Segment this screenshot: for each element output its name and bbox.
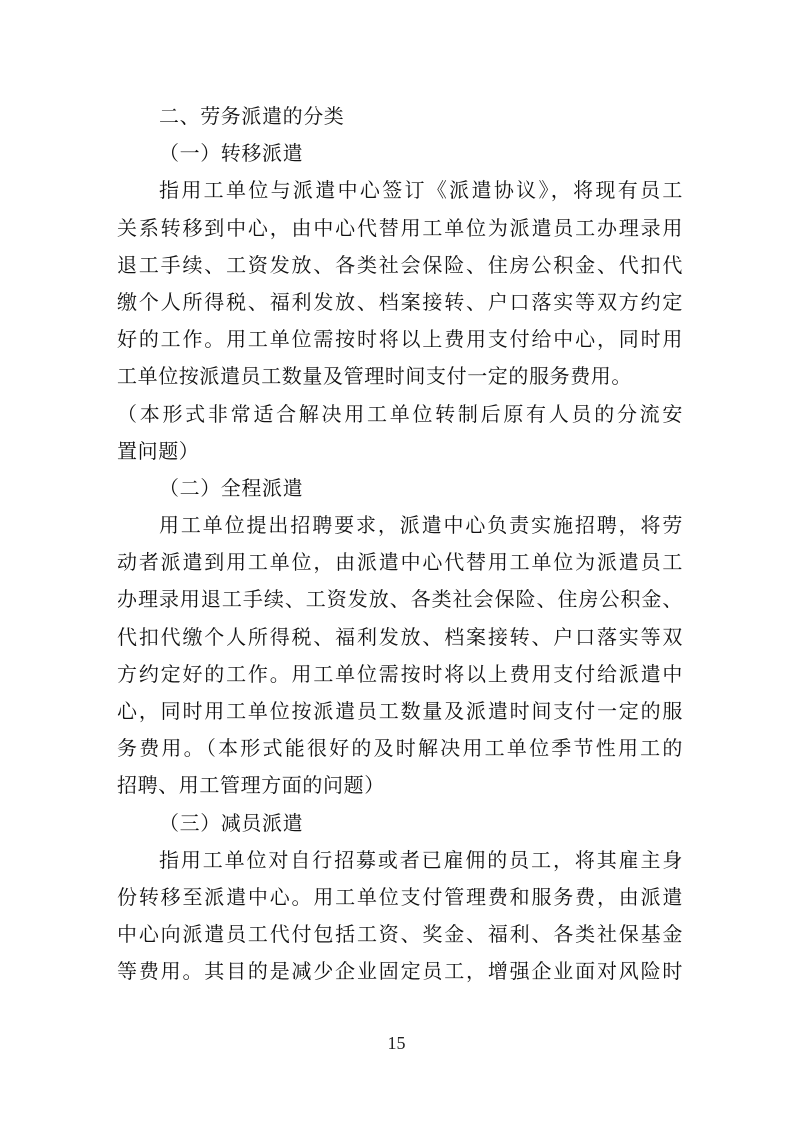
paragraph-line: 招聘、用工管理方面的问题） (117, 773, 385, 798)
paragraph-line: 工单位按派遣员工数量及管理时间支付一定的服务费用。 (117, 364, 632, 389)
paragraph-line: 心，同时用工单位按派遣员工数量及派遣时间支付一定的服 (117, 699, 683, 723)
paragraph-line: 方约定好的工作。用工单位需按时将以上费用支付给派遣中 (117, 661, 683, 686)
paragraph-transfer-dispatch (117, 172, 683, 470)
paragraph-line: 指用工单位与派遣中心签订《派遣协议》，将现有员工 (159, 178, 683, 203)
paragraph-line: 指用工单位对自行招募或者已雇佣的员工，将其雇主身 (159, 847, 683, 872)
paragraph-line: 份转移至派遣中心。用工单位支付管理费和服务费，由派遣 (117, 884, 683, 909)
paragraph-line: 置问题） (117, 438, 200, 463)
subsection-heading-transfer: （一）转移派遣 (159, 141, 304, 166)
paragraph-line: 动者派遣到用工单位，由派遣中心代替用工单位为派遣员工 (117, 550, 683, 575)
paragraph-line: 缴个人所得税、福利发放、档案接转、户口落实等双方约定 (117, 289, 683, 314)
document-body (117, 98, 683, 991)
paragraph-line: 关系转移到中心，由中心代替用工单位为派遣员工办理录用 (117, 215, 683, 240)
paragraph-line: 代扣代缴个人所得税、福利发放、档案接转、户口落实等双 (117, 624, 683, 649)
paragraph-full-process-dispatch (117, 507, 683, 805)
subsection-heading-reduction: （三）减员派遣 (159, 810, 304, 835)
paragraph-line: 等费用。其目的是减少企业固定员工，增强企业面对风险时 (117, 959, 683, 984)
paragraph-line: 务费用。（本形式能很好的及时解决用工单位季节性用工的 (117, 736, 683, 761)
paragraph-line: 好的工作。用工单位需按时将以上费用支付给中心，同时用 (117, 327, 683, 352)
paragraph-line: （本形式非常适合解决用工单位转制后原有人员的分流安 (117, 401, 683, 426)
page-number: 15 (387, 1033, 406, 1053)
paragraph-reduction-dispatch (117, 842, 683, 991)
paragraph-line: 办理录用退工手续、工资发放、各类社会保险、住房公积金、 (117, 587, 683, 612)
paragraph-line: 中心向派遣员工代付包括工资、奖金、福利、各类社保基金 (117, 922, 683, 947)
paragraph-line: 用工单位提出招聘要求，派遣中心负责实施招聘，将劳 (159, 513, 683, 538)
section-heading: 二、劳务派遣的分类 (159, 104, 345, 128)
paragraph-line: 退工手续、工资发放、各类社会保险、住房公积金、代扣代 (117, 252, 683, 277)
subsection-heading-full-process: （二）全程派遣 (159, 475, 304, 500)
